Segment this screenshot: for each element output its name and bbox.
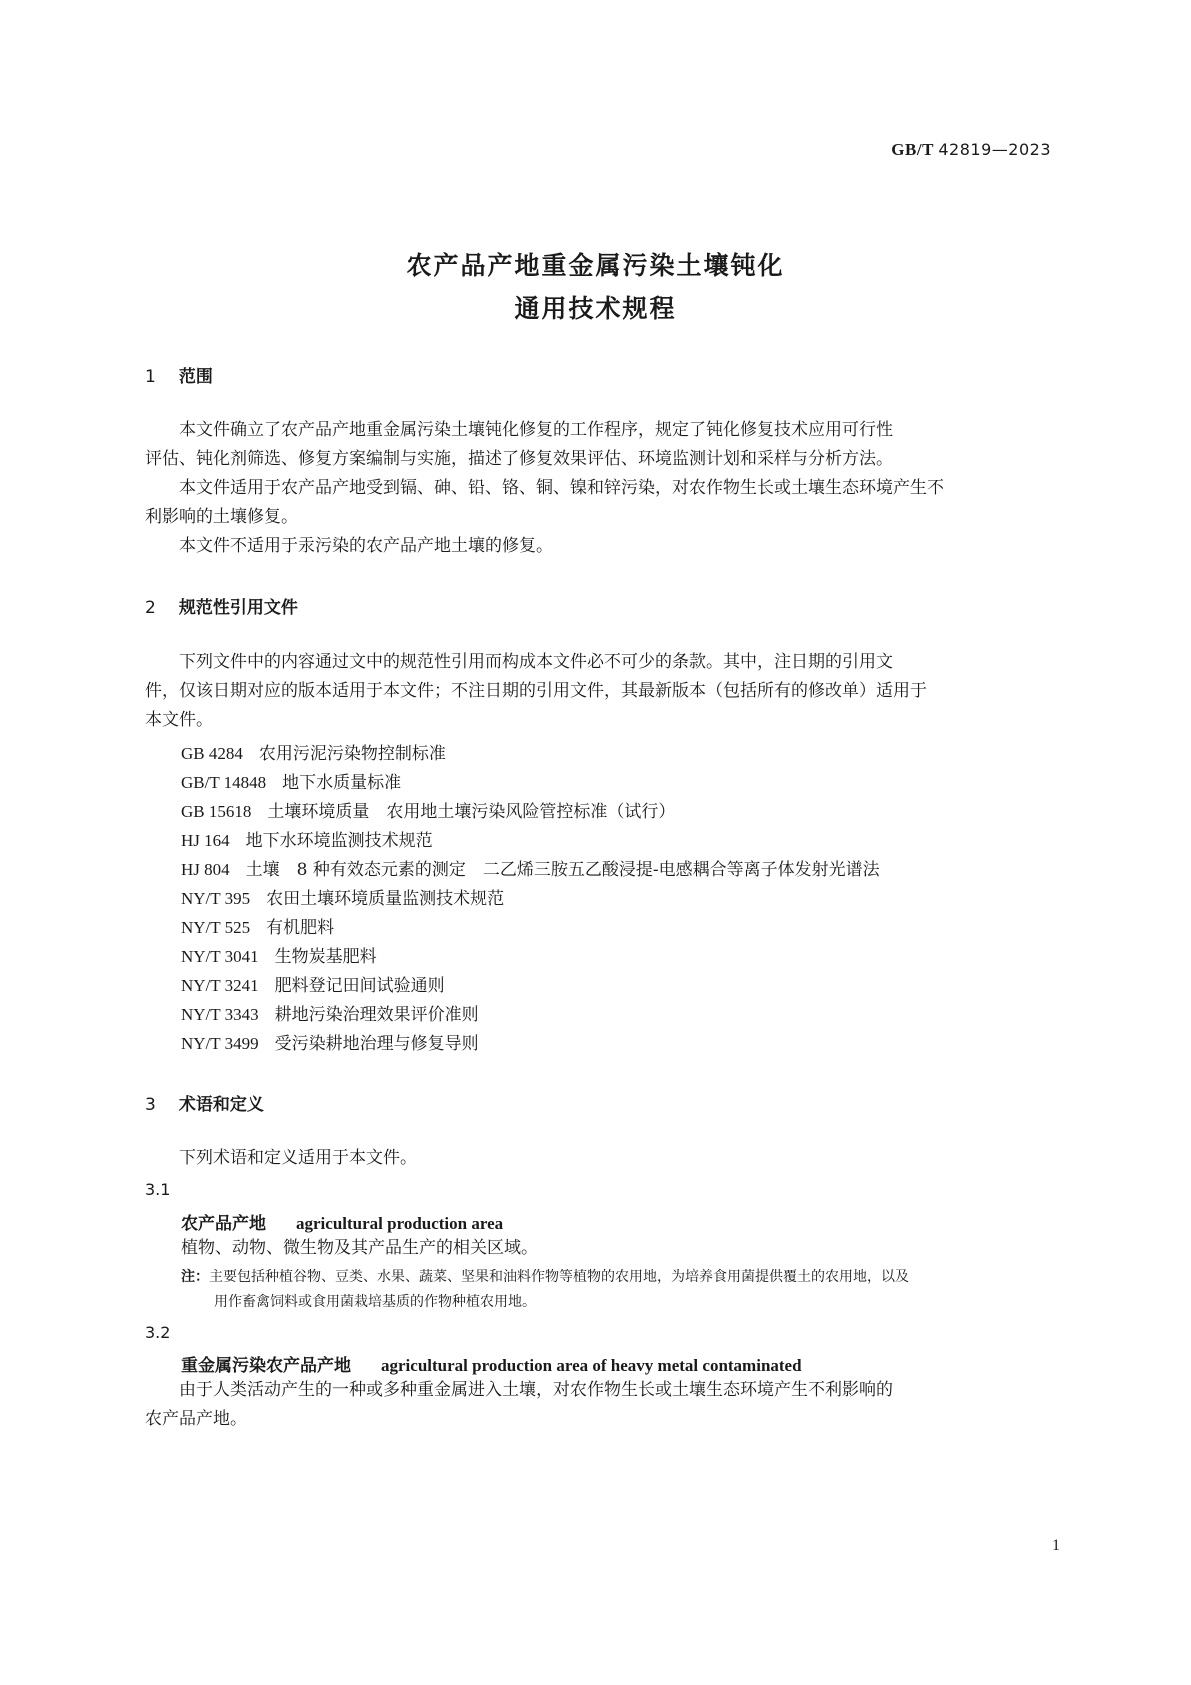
reference-code: HJ 164 (181, 831, 230, 850)
standard-number: 42819—2023 (938, 140, 1051, 159)
reference-item (181, 768, 401, 793)
text-line: 农产品产地。 (145, 1409, 247, 1429)
reference-title: 生物炭基肥料 (274, 947, 377, 967)
text-line: 用作畜禽饲料或食用菌栽培基质的作物种植农用地。 (214, 1294, 536, 1310)
reference-item (181, 1029, 479, 1054)
text-line: 本文件。 (145, 710, 213, 730)
section-2-intro (145, 648, 1061, 735)
section-2-title: 规范性引用文件 (178, 598, 298, 618)
term-chinese: 重金属污染农产品产地 (181, 1356, 351, 1376)
text-line: 主要包括种植谷物、豆类、水果、蔬菜、坚果和油料作物等植物的农用地，为培养食用菌提供覆土的农用地，以及 (209, 1269, 909, 1285)
reference-item (181, 1000, 479, 1025)
section-3-intro (145, 1144, 1061, 1173)
text-line: 由于人类活动产生的一种或多种重金属进入土壤，对农作物生长或土壤生态环境产生不利影响的 (179, 1380, 893, 1400)
reference-code: NY/T 3241 (181, 976, 259, 995)
reference-title: 农田土壤环境质量监测技术规范 (266, 889, 505, 909)
note-label: 注： (181, 1269, 209, 1285)
term-heading (181, 1209, 503, 1234)
reference-title: 地下水环境监测技术规范 (245, 831, 433, 851)
document-title-line-2: 通用技术规程 (514, 294, 677, 323)
reference-item (181, 739, 446, 764)
reference-item (181, 971, 445, 996)
reference-title: 土壤 8 种有效态元素的测定 二乙烯三胺五乙酸浸提-电感耦合等离子体发射光谱法 (245, 860, 880, 880)
text-line: 下列文件中的内容通过文中的规范性引用而构成本文件必不可少的条款。其中，注日期的引用文 (179, 652, 893, 672)
reference-title: 肥料登记田间试验通则 (274, 976, 445, 996)
text-line: 评估、钝化剂筛选、修复方案编制与实施，描述了修复效果评估、环境监测计划和采样与分析方法。 (145, 449, 893, 469)
section-1-paragraph-1 (145, 416, 1061, 474)
reference-item (181, 797, 675, 822)
section-1-heading (145, 362, 213, 387)
text-line: 本文件适用于农产品产地受到镉、砷、铅、铬、铜、镍和锌污染，对农作物生长或土壤生态环境产生不 (179, 478, 944, 498)
standard-prefix: GB/T (891, 140, 934, 159)
section-1-paragraph-3 (145, 532, 1061, 561)
reference-title: 地下水质量标准 (282, 773, 402, 793)
page-number: 1 (1052, 1537, 1060, 1554)
section-3-heading (145, 1090, 264, 1115)
reference-title: 有机肥料 (266, 918, 335, 938)
term-english: agricultural production area (296, 1214, 504, 1233)
reference-item (181, 855, 880, 880)
reference-code: NY/T 3041 (181, 947, 259, 966)
section-3-number: 3 (145, 1095, 156, 1115)
reference-code: GB/T 14848 (181, 773, 267, 792)
reference-item (181, 913, 334, 938)
term-number: 3.1 (145, 1180, 171, 1199)
term-english: agricultural production area of heavy metal contaminated (381, 1356, 802, 1375)
reference-item (181, 942, 377, 967)
term-number: 3.2 (145, 1323, 171, 1342)
reference-code: HJ 804 (181, 860, 230, 879)
section-2-heading (145, 593, 298, 618)
reference-code: NY/T 395 (181, 889, 251, 908)
reference-code: NY/T 3499 (181, 1034, 259, 1053)
reference-code: NY/T 525 (181, 918, 251, 937)
text-line: 本文件确立了农产品产地重金属污染土壤钝化修复的工作程序，规定了钝化修复技术应用可行性 (179, 420, 893, 440)
reference-title: 耕地污染治理效果评价准则 (274, 1005, 479, 1025)
term-definition (181, 1234, 1061, 1263)
text-line: 利影响的土壤修复。 (145, 507, 298, 527)
text-line: 植物、动物、微生物及其产品生产的相关区域。 (181, 1238, 538, 1258)
term-heading (181, 1351, 802, 1376)
section-3-title: 术语和定义 (178, 1095, 264, 1115)
reference-item (181, 884, 504, 909)
text-line: 件，仅该日期对应的版本适用于本文件；不注日期的引用文件，其最新版本（包括所有的修改单）适用于 (145, 681, 927, 701)
term-definition (145, 1376, 1061, 1434)
term-chinese: 农产品产地 (181, 1214, 266, 1234)
section-1-number: 1 (145, 367, 156, 387)
reference-code: GB 4284 (181, 744, 243, 763)
reference-title: 农用污泥污染物控制标准 (258, 744, 446, 764)
text-line: 下列术语和定义适用于本文件。 (179, 1148, 417, 1168)
reference-code: NY/T 3343 (181, 1005, 259, 1024)
reference-title: 土壤环境质量 农用地土壤污染风险管控标准（试行） (267, 802, 676, 822)
section-1-paragraph-2 (145, 474, 1061, 532)
reference-item (181, 826, 433, 851)
term-note (181, 1265, 1061, 1315)
text-line: 本文件不适用于汞污染的农产品产地土壤的修复。 (179, 536, 553, 556)
document-title-line-1: 农产品产地重金属污染土壤钝化 (406, 251, 785, 280)
reference-code: GB 15618 (181, 802, 252, 821)
standard-code (891, 140, 1051, 160)
section-2-number: 2 (145, 598, 156, 618)
reference-title: 受污染耕地治理与修复导则 (274, 1034, 479, 1054)
section-1-title: 范围 (178, 367, 213, 387)
